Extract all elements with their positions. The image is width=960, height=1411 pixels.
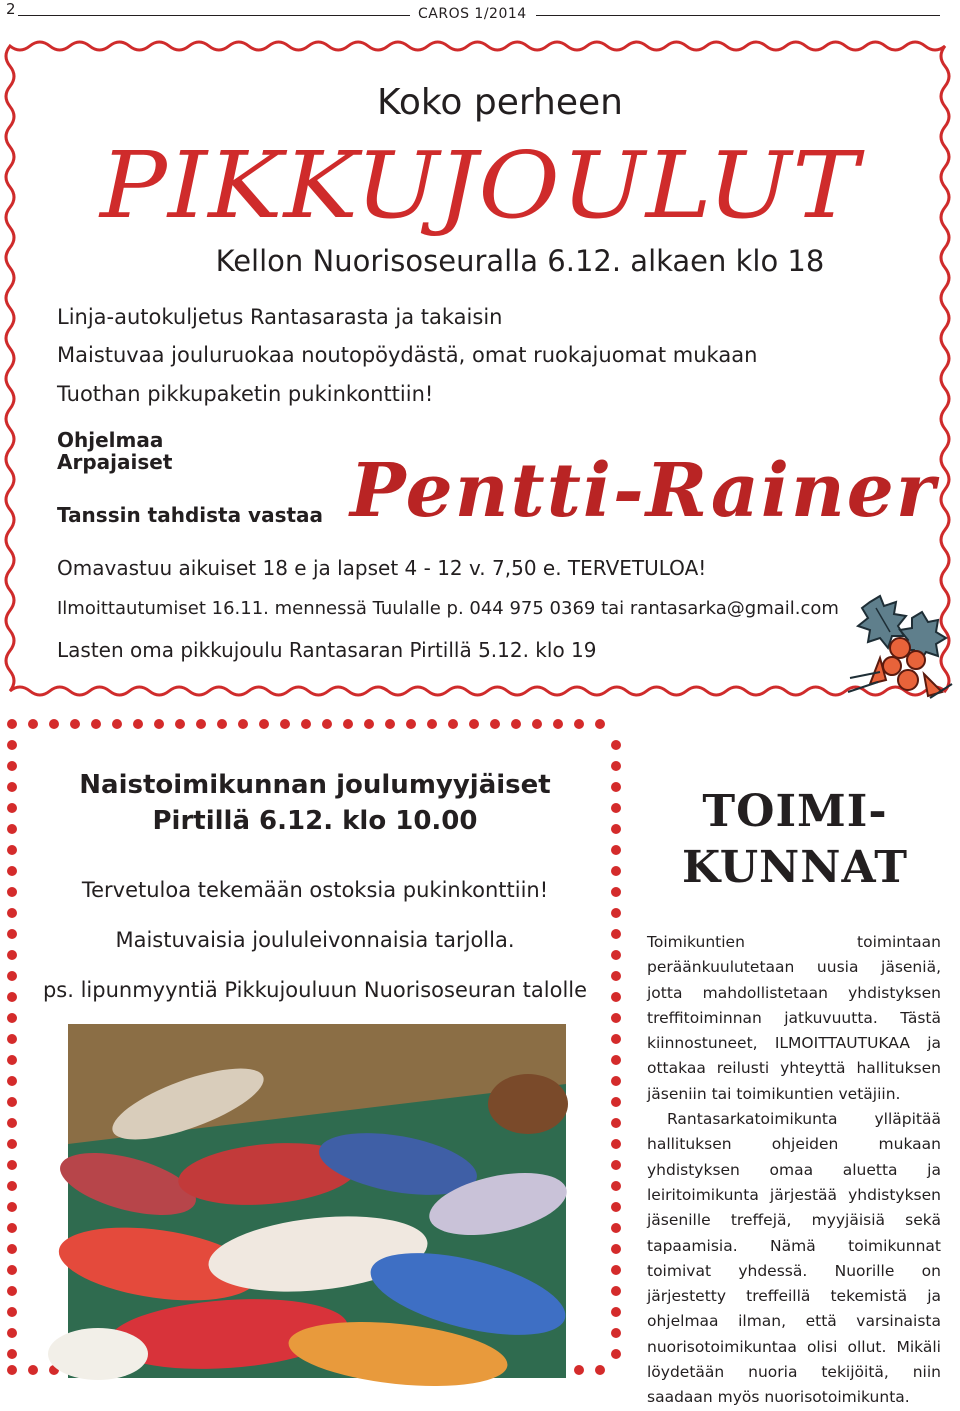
program-item: Ohjelmaa <box>57 428 164 452</box>
program-item: Arpajaiset <box>57 450 173 474</box>
knitted-socks-photo <box>68 1024 566 1378</box>
dance-label: Tanssin tahdista vastaa <box>57 503 324 527</box>
toimikunnat-body <box>647 930 941 1411</box>
bazaar-line: ps. lipunmyyntiä Pikkujouluun Nuorisoseuran talolle <box>42 978 588 1002</box>
toimikunnat-paragraph: Rantasarkatoimikunta ylläpitää hallituksen ohjeiden mukaan yhdistyksen omaa aluetta ja leiritoimikunta järjestää yhdistyksen jäsenille treffejä, myyjäisiä sekä tapaamisia. Nämä toimikunnat toimivat yhdessä. Nuorille on järjestetty treffeillä tekemistä ja ohjelmaa ilman, että varsinaista nuorisotoimikuntaa olisi ollut. Mikäli löydetään nuoria tekijöitä, niin saadaan myös nuorisotoimikunta. <box>647 1110 941 1407</box>
registration-line: Ilmoittautumiset 16.11. mennessä Tuulalle p. 044 975 0369 tai rantasarka@gmail.com <box>57 598 839 619</box>
performer-name: Pentti-Rainer <box>350 448 937 534</box>
bazaar-line: Maistuvaisia joululeivonnaisia tarjolla. <box>115 928 515 952</box>
info-line: Tuothan pikkupaketin pukinkonttiin! <box>57 382 434 406</box>
event-title: PIKKUJOULUT <box>100 132 860 239</box>
toimikunnat-heading-1: TOIMI- <box>702 786 888 837</box>
bazaar-title: Naistoimikunnan joulumyyjäiset <box>79 770 551 800</box>
page-number: 2 <box>6 0 16 18</box>
header-rule-right <box>536 15 940 16</box>
info-line: Maistuvaa jouluruokaa noutopöydästä, omat ruokajuomat mukaan <box>57 343 758 367</box>
toimikunnat-heading-2: KUNNAT <box>682 842 908 893</box>
holly-berries-icon <box>840 588 958 706</box>
publication-name: CAROS 1/2014 <box>418 6 527 22</box>
price-line: Omavastuu aikuiset 18 e ja lapset 4 - 12 v. 7,50 e. TERVETULOA! <box>57 556 707 580</box>
header-rule-left <box>18 15 410 16</box>
toimikunnat-paragraph: Toimikuntien toimintaan peräänkuulutetaan uusia jäseniä, jotta mahdollistetaan yhdistyksen treffitoiminnan jatkuvuutta. Tästä kiinnostuneet, ILMOITTAUTUKAA ja ottakaa reilusti yhteyttä hallituksen jäseniin tai toimikuntien vetäjiin. <box>647 933 941 1103</box>
bazaar-time: Pirtillä 6.12. klo 10.00 <box>152 806 478 836</box>
info-line: Linja-autokuljetus Rantasarasta ja takaisin <box>57 305 503 329</box>
pre-title: Koko perheen <box>377 82 623 123</box>
event-subtitle: Kellon Nuorisoseuralla 6.12. alkaen klo 18 <box>215 244 825 278</box>
kids-party-line: Lasten oma pikkujoulu Rantasaran Pirtillä 5.12. klo 19 <box>57 638 597 662</box>
bazaar-line: Tervetuloa tekemään ostoksia pukinkonttiin! <box>81 878 549 902</box>
page-header <box>0 0 960 30</box>
